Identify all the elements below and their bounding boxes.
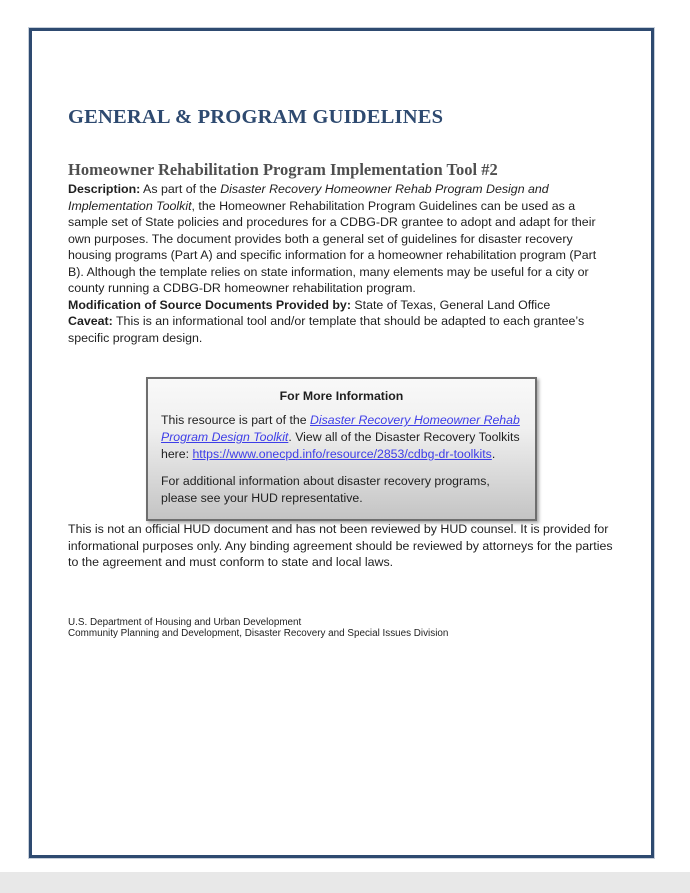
info-box [146,377,537,521]
modification-paragraph [68,297,615,314]
footer-line-1: U.S. Department of Housing and Urban Development [68,616,302,628]
toolkit-link[interactable]: Disaster Recovery Homeowner Rehab Program Design Toolkit [161,413,520,444]
info-box-text-3: . [491,447,496,461]
viewer-background-strip [0,872,690,893]
caveat-paragraph [68,313,615,346]
modification-label: Modification of Source Documents Provided by: [68,297,351,312]
document-content [32,103,651,640]
description-text-2: , the Homeowner Rehabilitation Program Guidelines can be used as a sample set of State policies and procedures for a CDBG-DR grantee to adopt and adapt for their own purposes. The document provides both a general set of guidelines for disaster recovery housing programs (Part A) and specific information for a homeowner rehabilitation program (Part B). Although the template relies on state information, many elements may be useful for a city or county running a CDBG-DR homeowner rehabilitation program. [68,198,597,295]
caveat-text: This is an informational tool and/or template that should be adapted to each grantee’s specific program design. [68,314,585,345]
info-box-paragraph-1 [161,412,522,463]
footer-line-2: Community Planning and Development, Disaster Recovery and Special Issues Division [68,628,449,640]
footer [68,617,615,641]
info-box-title: For More Information [279,389,404,403]
document-page [29,28,654,858]
description-label: Description: [68,182,141,196]
toolkits-url-link[interactable]: https://www.onecpd.info/resource/2853/cdbg-dr-toolkits [192,447,492,461]
description-italic-title: Disaster Recovery Homeowner Rehab Program Design and Implementation Toolkit [68,182,549,213]
description-paragraph [68,181,615,297]
description-text-1: As part of the [140,182,221,196]
info-box-paragraph-2: For additional information about disaster recovery programs, please see your HUD representative. [161,474,490,505]
document-subtitle: Homeowner Rehabilitation Program Implementation Tool #2 [68,160,498,179]
document-title: GENERAL & PROGRAM GUIDELINES [68,106,444,128]
info-box-text-1: This resource is part of the [161,413,310,427]
info-box-text-2: . View all of the Disaster Recovery Toolkits here: [161,430,520,461]
disclaimer-paragraph: This is not an official HUD document and has not been reviewed by HUD counsel. It is provided for informational purposes only. Any binding agreement should be reviewed by attorneys for the parties to the agreement and must conform to state and local laws. [68,522,613,569]
modification-text: State of Texas, General Land Office [350,297,551,312]
caveat-label: Caveat: [68,314,113,328]
